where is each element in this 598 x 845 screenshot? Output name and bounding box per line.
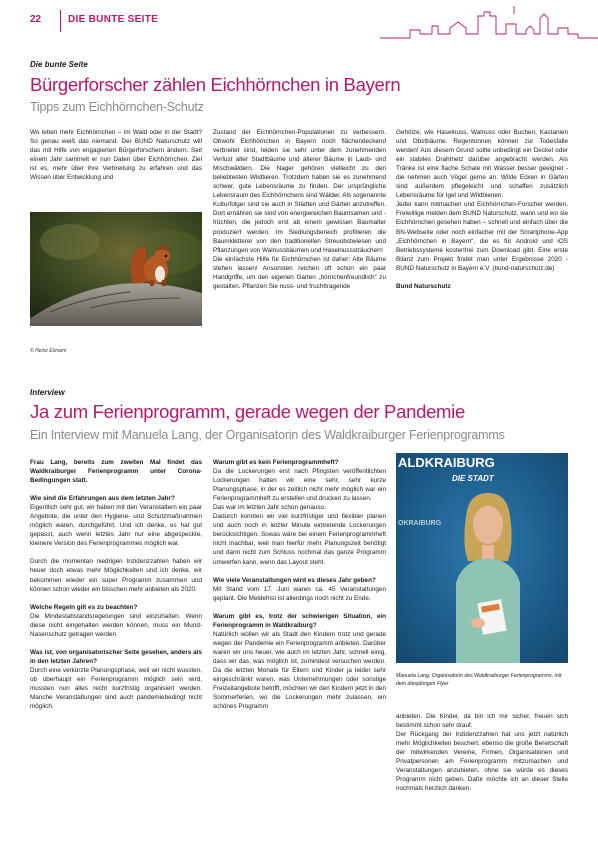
photo-banner-line2: DIE STADT: [452, 474, 494, 483]
article1-kicker: Die bunte Seite: [30, 60, 88, 69]
photo-side-text: OKRAIBURG: [398, 520, 442, 527]
article2-q4: Was ist, von organisatorischer Seite gesehen, anders als in den letzten Jahren?: [30, 648, 202, 665]
article2-col2-a2: Mit Stand vom 17. Juni waren ca. 45 Veranstaltungen geplant. Die Meldefrist ist allerdings noch nicht zu Ende.: [213, 585, 386, 602]
article2-a2b: Durch die momentan niedrigen Inzidenzzahlen haben wir heuer doch etwas mehr Möglichkeiten und ich denke, wir bekommen wieder ein super Programm zusammen und können schon wieder ein bisschen mehr anbieten als 2020.: [30, 558, 202, 593]
article2-col2-a3: Natürlich wollen wir als Stadt den Kindern trotz und gerade wegen der Pandemie ein Ferienprogramm anbieten. Darüber waren wir uns heuer, wie auch im letzten Jahr, schnell einig, dass wir das, was möglich ist, zumindest versuchen werden. Da die letzten Monate für Eltern und Kinder ja leider sehr eingeschränkt waren, was Unternehmungen oder sonstige Freizeitangebote betrifft, möchten wir den Kindern jetzt in den Sommerferien, wo die Lockerungen mehr zulassen, ein schönes Programm: [213, 630, 386, 711]
photo-credit: © Heinz Ebrsem: [30, 348, 67, 354]
article2-col2-q1: Warum gibt es kein Ferienprogrammheft?: [213, 459, 339, 466]
page-header: [0, 0, 598, 40]
photo-caption: Manuela Lang, Organisatorin des Waldkraiburger Ferienprogramms, mit dem diesjährigen Flyer: [396, 673, 562, 687]
article2-a2: Eigentlich sehr gut, wir haben mit den Veranstaltern ein paar Angebote, die unter den Hygiene- und Schutzmaßnahmen möglich waren, durchgeführt. Und ich denke, es hat gut gepasst, auch wenn letztes Jahr nur eine abgespeckte, kleinere Version des Ferienprogrammes möglich war.: [30, 504, 202, 548]
article1-col2-text: Zustand der Eichhörnchen-Populationen zu verbessern. Obwohl Eichhörnchen in Bayern noch flächendeckend verbreitet sind, leiden sie sehr unter dem zunehmenden Verlust alter Stadtbäume und älterer Bäume in Laub- und Mischwäldern. Die Nager gehören vielleicht zu den beliebtesten Wildtieren. Trotzdem haben sie es zunehmend schwer, gute Lebensräume zu finden. Der ursprüngliche Lebensraum des Eichhörnchens sind Wälder. Als sogenannte Kulturfolger sind sie auch in Städten und Gärten anzutreffen. Dort ernähren sie sind von energiereichen Baumsamen und -früchten, die jedoch erst ab einem gewissen Baumalter produziert werden. Im Siedlungsbereich profitieren die Baumkletterer von den traditionellen Streuobstwiesen und Pflanzungen von Walnussbäumen und Haselnusssträuchern: [213, 129, 386, 254]
article2-column-1: [30, 458, 202, 711]
interview-photo: [396, 453, 568, 663]
article2-column-3: [396, 712, 568, 793]
article2-col2-q2: Wie viele Veranstaltungen wird es dieses Jahr geben?: [213, 576, 376, 584]
header-divider: [60, 10, 61, 32]
article1-column-3: [396, 128, 568, 291]
article1-signature: Bund Naturschutz: [396, 282, 451, 290]
squirrel-photo: [30, 212, 202, 326]
article2-col2-q3: Warum gibt es, trotz der schwierigen Situation, ein Ferienprogramm in Waldkraiburg?: [213, 612, 386, 629]
article2-col2-a1: Da die Lockerungen erst nach Pfingsten veröffentlichten Lockerungen hatten wir eine sehr, sehr kurze Planungsphase, in der es zeitlich nicht mehr möglich war ein Ferienprogrammheft zu erstellen und drucken zu lassen.: [213, 468, 386, 503]
article2-q3: Welche Regeln gilt es zu beachten?: [30, 603, 138, 611]
article2-title: Ja zum Ferienprogramm, gerade wegen der Pandemie: [30, 401, 465, 422]
article2-q2: Wie sind die Erfahrungen aus dem letzten Jahr?: [30, 495, 175, 503]
article1-col3b-text: Jeder kann mitmachen und Eichhörnchen-Forscher werden. Freiwillige melden dem BUND Naturschutz, wann und wo sie Eichhörnchen gesehen haben – schnell und einfach über die BN-Webseite oder noch einfacher mit der Smartphone-App „Eichhörnchen in Bayern“, die es für Android und iOS Betriebssysteme kostenfrei zum Download gibt. Eine erste Bilanz zum Projekt findet man unter Ergebnisse 2020 - BUND Naturschutz in Bayern e.V. (bund-naturschutz.de): [396, 201, 568, 272]
town-skyline-icon: [380, 4, 598, 40]
photo-banner-line1: ALDKRAIBURG: [398, 455, 495, 470]
article2-col2-a1c: Dadurch konnten wir viel kurzfristiger und flexibler planen und auch noch in letzter Minute eintretende Lockerungen berücksichtigen. Sowas wäre bei einem Ferienprogrammheft nicht machbar, weil man hierfür mehr Planungszeit benötigt und dann nicht zum Schluss nochmal das ganze Programm umwerfen kann, wenn das Layout steht.: [213, 513, 386, 566]
article2-q1: Frau Lang, bereits zum zweiten Mal findet das Waldkraiburger Ferienprogramm unter Corona-Bedingungen statt.: [30, 459, 202, 485]
article2-a4: Durch eine verkürzte Planungsphase, weil wir nicht wussten, ob überhaupt ein Ferienprogramm möglich sein wird, mussten nun alles recht kurzfristig organisiert werden. Manche Veranstaltungen sind auch pandemiebedingt nicht möglich.: [30, 666, 202, 711]
article1-col1-text: Wo leben mehr Eichhörnchen – im Wald oder in der Stadt? So genau weiß das niemand. Der BUND Naturschutz will das mit Hilfe von engagierten Bürgerforschern ändern. Seit einem Jahr sammelt er nun Daten über Eichhörnchen. Ziel ist es, mehr über ihre Verbreitung zu erfahren und das Wissen über Entwicklung und: [30, 129, 202, 182]
article1-col2b-text: Die einfachste Hilfe für Eichhörnchen ist daher: Alte Bäume stehen lassen! Ansonsten reichen oft schon ein paar Handgriffe, um den eigenen Garten „hörnchenfreundlich“ zu gestalten. Pflanzen Sie nuss- und fruchttragende: [213, 255, 386, 290]
section-name: DIE BUNTE SEITE: [68, 14, 159, 25]
article2-col3-text: anbieten. Die Kinder, da bin ich mir sicher, freuen sich bestimmt schon sehr drauf.: [396, 713, 568, 730]
article1-column-2: [213, 128, 386, 291]
article2-a3: Die Mindestabstandsregelungen sind einzuhalten. Wenn diese nicht eingehalten werden können, muss ein Mund-Nasenschutz getragen werden.: [30, 612, 202, 638]
article1-column-1: [30, 128, 202, 182]
article2-kicker: Interview: [30, 388, 65, 397]
page-number: 22: [30, 14, 42, 25]
article2-col3b-text: Der Rückgang der Inzidenzzahlen hat uns jetzt natürlich mehr Möglichkeiten beschert, ebenso die große Bereitschaft der mitwirkenden Vereine, Firmen, Organisationen und Privatpersonen am Ferienprogramm mitzumachen und Veranstaltungen anzubieten, ohne sie würde es dieses Programm nicht geben. Dafür möchte ich an dieser Stelle nochmals herzlich danken.: [396, 731, 568, 793]
article2-column-2: [213, 458, 386, 711]
article1-col3-text: Gehölze, wie Haselnuss, Walnuss oder Buchen, Kastanien und Obstbäume. Regentonnen können zur Todesfalle werden! Aus diesem Grund sollte unbedingt ein Deckel oder ein stabiles Drahtnetz darüber angebracht werden. Als Tränke ist eine flache Schale mit Wasser besser geeignet - die nehmen auch Vögel gerne an. Wilde Ecken in Gärten sind außerdem pflegeleicht und schaffen zusätzlich Lebensräume für Igel und Wildbienen.: [396, 129, 568, 200]
article1-title: Bürgerforscher zählen Eichhörnchen in Bayern: [30, 74, 401, 95]
article1-subtitle: Tipps zum Eichhörnchen-Schutz: [30, 100, 204, 114]
article2-col2-a1b: Das war im letzten Jahr schon genauso.: [213, 504, 326, 512]
article2-subtitle: Ein Interview mit Manuela Lang, der Organisatorin des Waldkraiburger Ferienprogramms: [30, 428, 505, 442]
